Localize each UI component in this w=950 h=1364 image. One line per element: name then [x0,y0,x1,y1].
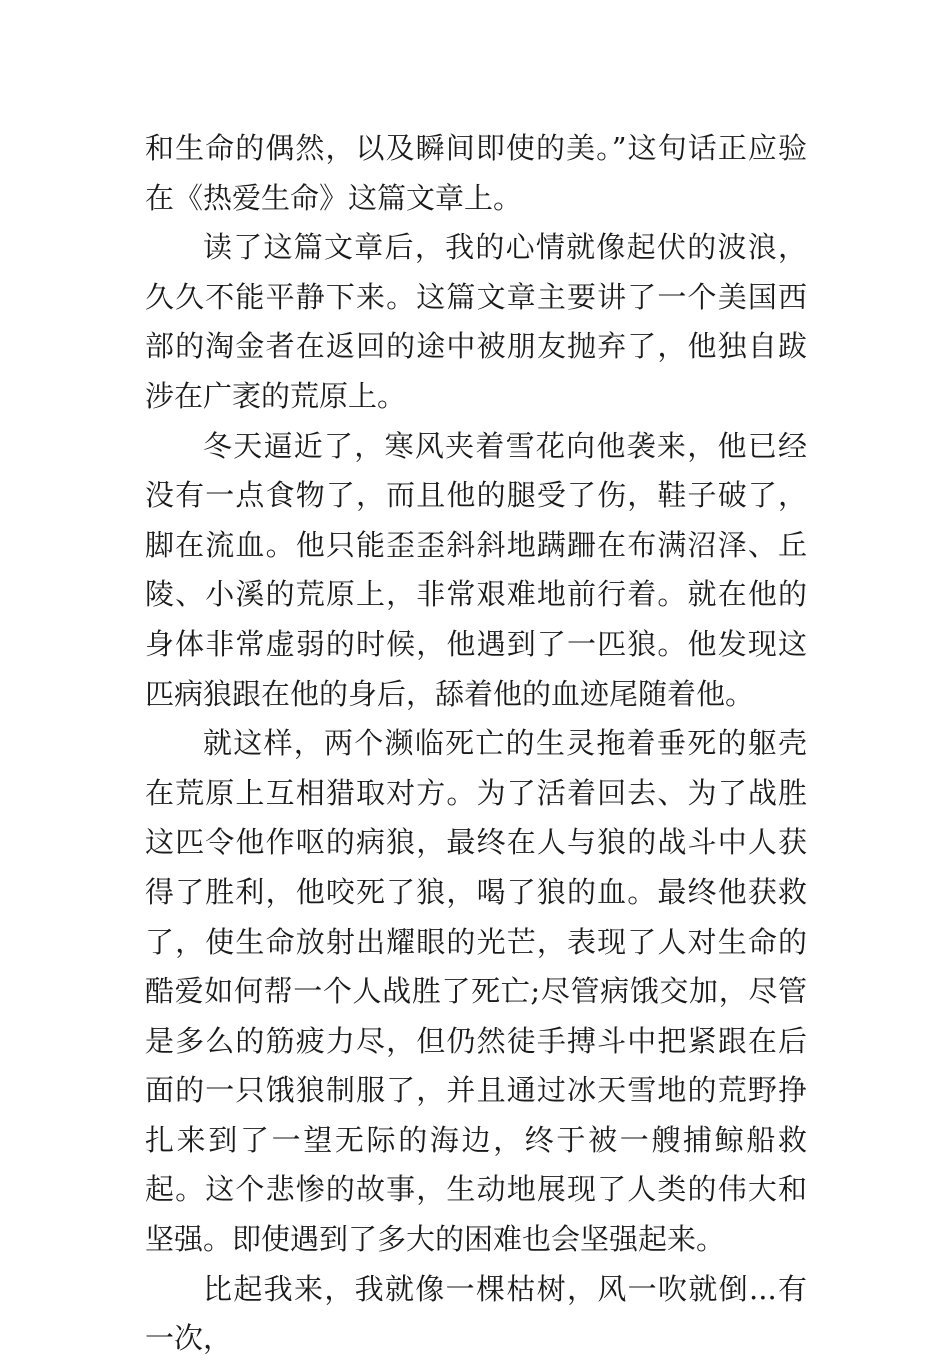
document-body [145,124,807,1364]
paragraph-5: 比起我来，我就像一棵枯树，风一吹就倒...有一次， [145,1271,807,1356]
paragraph-3: 冬天逼近了，寒风夹着雪花向他袭来，他已经没有一点食物了，而且他的腿受了伤，鞋子破了，脚在流血。他只能歪歪斜斜地蹒跚在布满沼泽、丘陵、小溪的荒原上，非常艰难地前行着。就在他的身体非常虚弱的时候，他遇到了一匹狼。他发现这匹病狼跟在他的身后，舔着他的血迹尾随着他。 [145,428,807,711]
paragraph-1: 和生命的偶然，以及瞬间即使的美。”这句话正应验在《热爱生命》这篇文章上。 [145,131,807,215]
paragraph-4: 就这样，两个濒临死亡的生灵拖着垂死的躯壳在荒原上互相猎取对方。为了活着回去、为了战胜这匹令他作呕的病狼，最终在人与狼的战斗中人获得了胜利，他咬死了狼，喝了狼的血。最终他获救了，使生命放射出耀眼的光芒，表现了人对生命的酷爱如何帮一个人战胜了死亡;尽管病饿交加，尽管是多么的筋疲力尽，但仍然徒手搏斗中把紧跟在后面的一只饿狼制服了，并且通过冰天雪地的荒野挣扎来到了一望无际的海边，终于被一艘捕鲸船救起。这个悲惨的故事，生动地展现了人类的伟大和坚强。即使遇到了多大的困难也会坚强起来。 [145,726,807,1257]
paragraph-2: 读了这篇文章后，我的心情就像起伏的波浪，久久不能平静下来。这篇文章主要讲了一个美国西部的淘金者在返回的途中被朋友抛弃了，他独自跋涉在广袤的荒原上。 [145,230,807,413]
